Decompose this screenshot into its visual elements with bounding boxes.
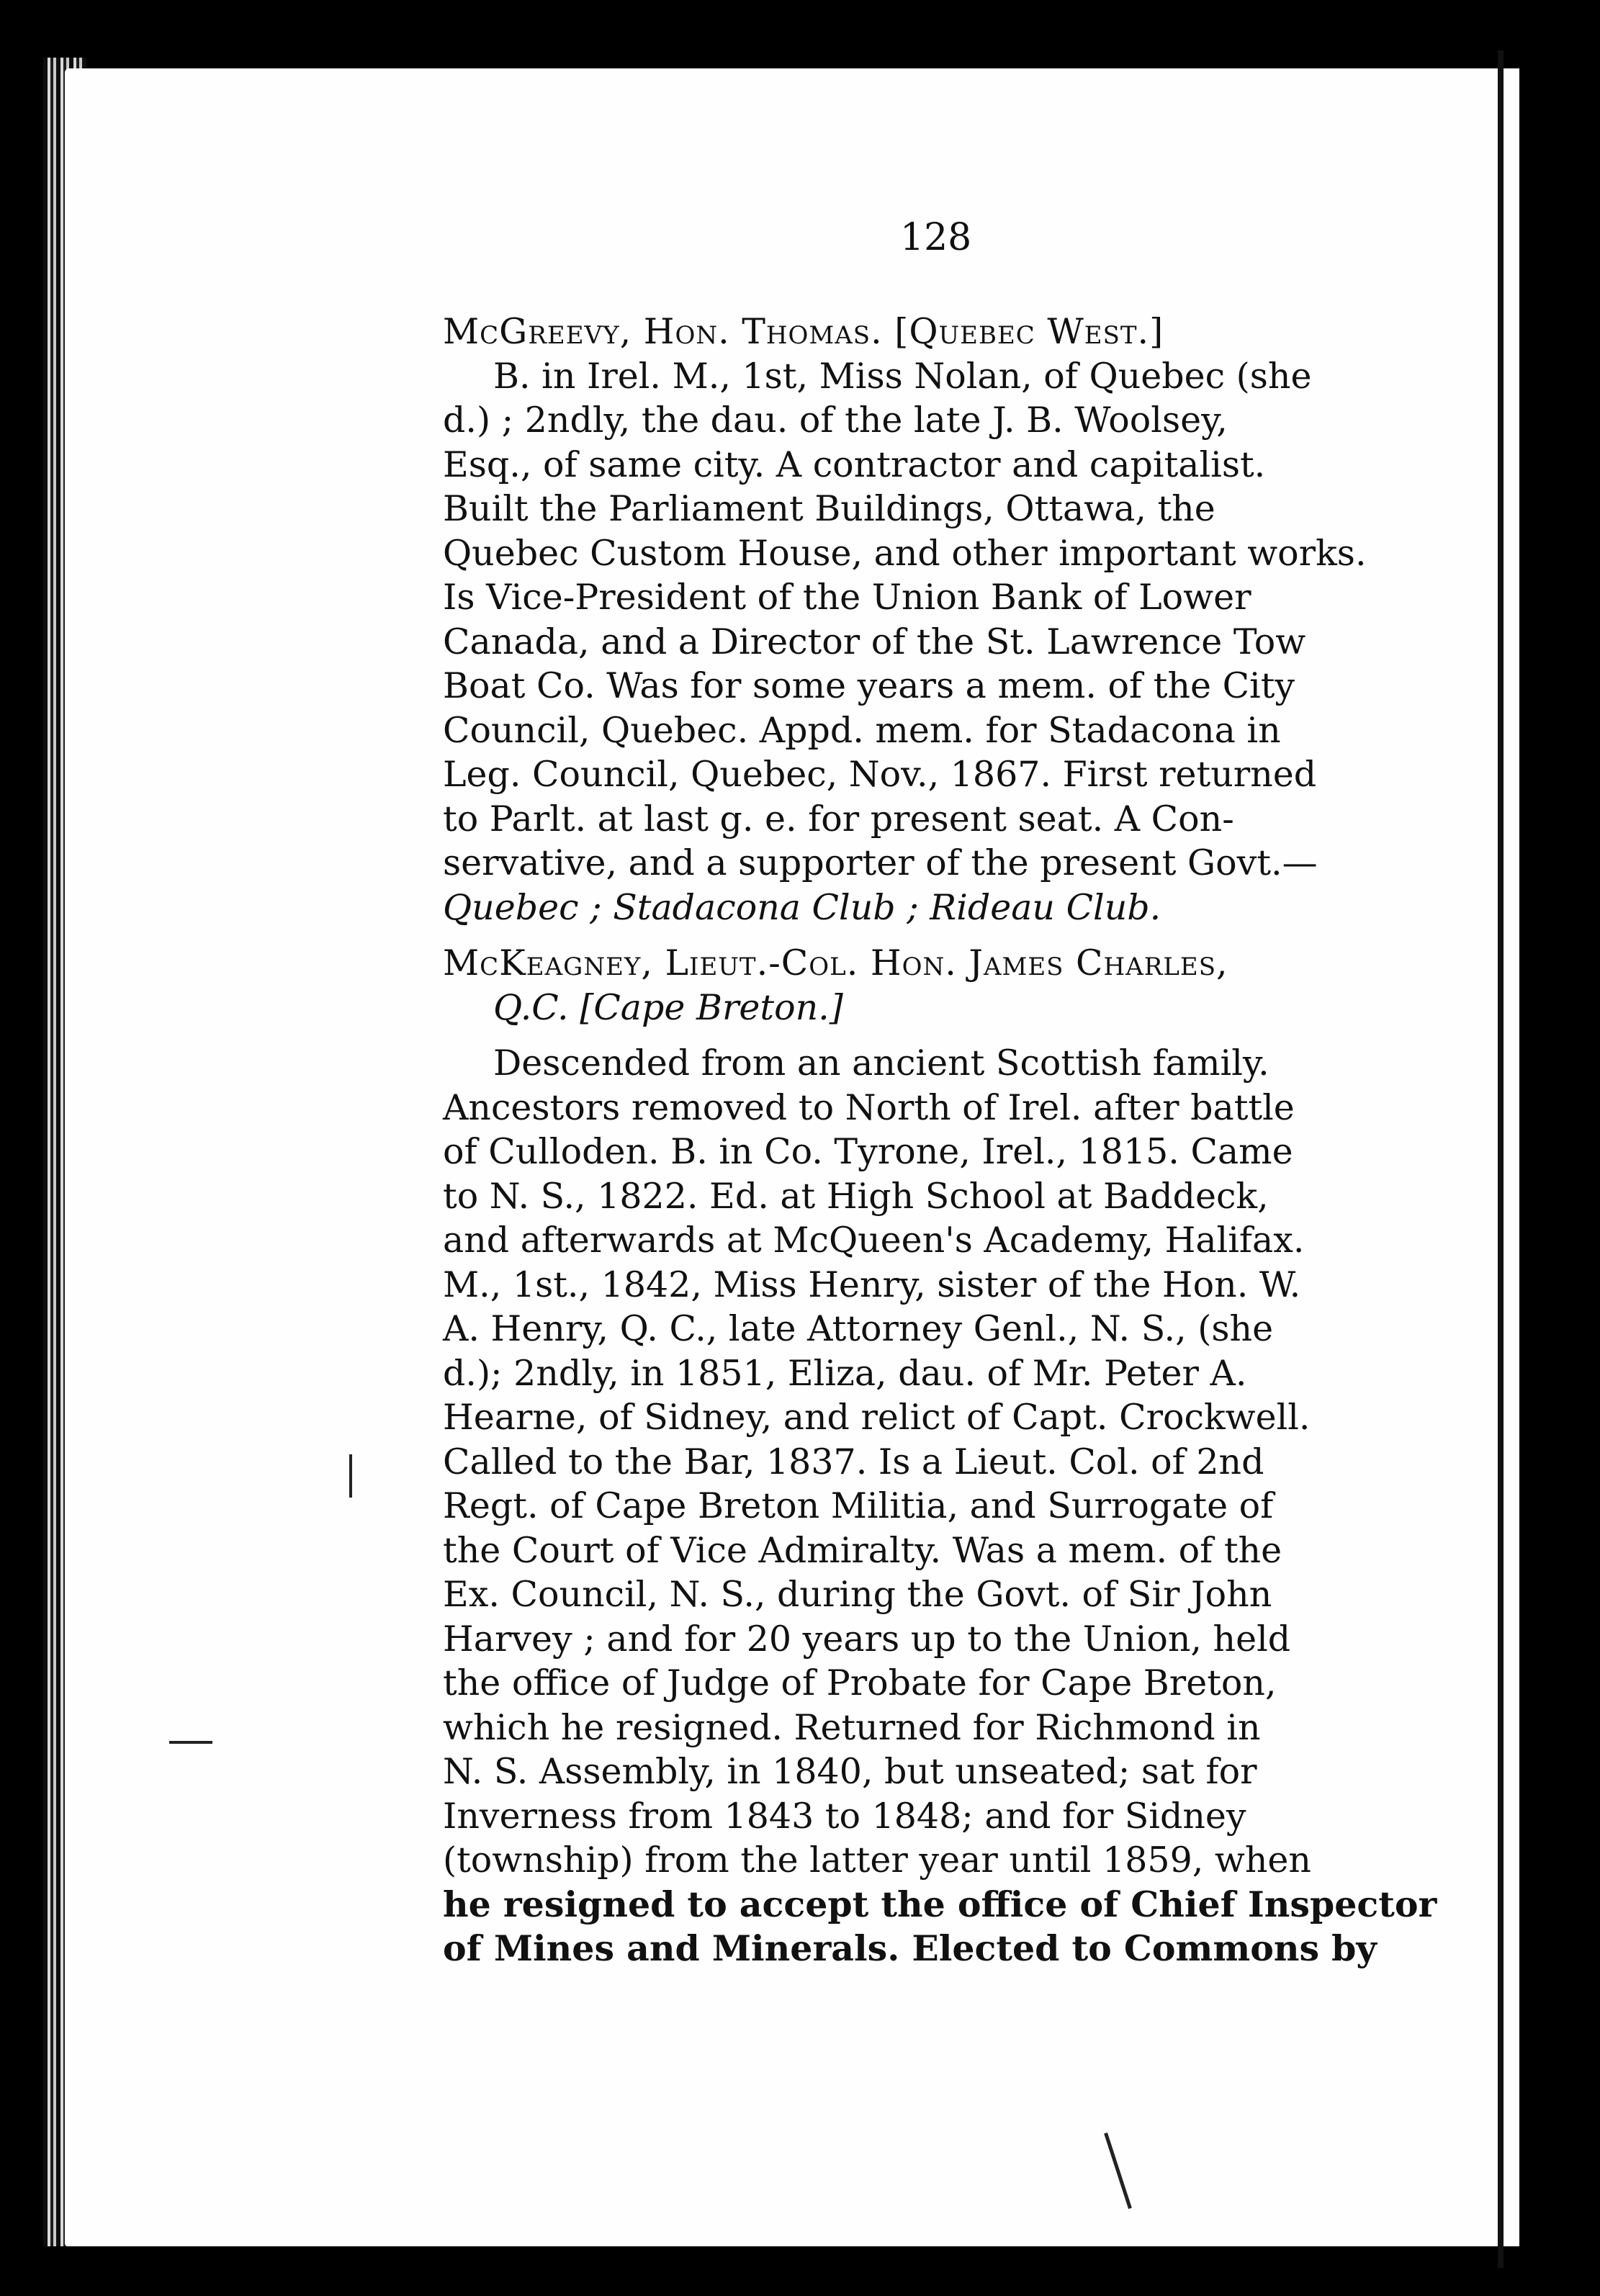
entry-heading-continued: [443, 986, 1451, 1030]
entry-line: Inverness from 1843 to 1848; and for Sidney: [443, 1795, 1246, 1837]
entry-heading-text: Q.C. [Cape Breton.]: [493, 986, 843, 1028]
entry-heading: [443, 941, 1451, 986]
entry-line: (township) from the latter year until 1859, when: [443, 1840, 1311, 1881]
page-right-shadow: [1519, 43, 1541, 2268]
entry-line: Council, Quebec. Appd. mem. for Stadacona in: [443, 709, 1281, 751]
page-number: 128: [900, 216, 972, 259]
entry-line: B. in Irel. M., 1st, Miss Nolan, of Quebec (she: [493, 355, 1312, 397]
entry-line: Hearne, of Sidney, and relict of Capt. Crockwell.: [443, 1397, 1311, 1438]
entry-line: and afterwards at McQueen's Academy, Halifax.: [443, 1220, 1305, 1261]
entry-line: M., 1st., 1842, Miss Henry, sister of the Hon. W.: [443, 1264, 1301, 1305]
entry-line: Called to the Bar, 1837. Is a Lieut. Col. of 2nd: [443, 1441, 1264, 1482]
entry-heading-text: McGreevy, Hon. Thomas. [Quebec West.]: [443, 311, 1164, 352]
entry-line: Is Vice-President of the Union Bank of Lower: [443, 577, 1251, 618]
entry-line: N. S. Assembly, in 1840, but unseated; sat for: [443, 1751, 1257, 1792]
entry-line: Ancestors removed to North of Irel. after battle: [443, 1086, 1295, 1128]
entry-line: d.); 2ndly, in 1851, Eliza, dau. of Mr. Peter A.: [443, 1352, 1247, 1394]
entry-line: Esq., of same city. A contractor and capitalist.: [443, 444, 1266, 485]
entry-line: Built the Parliament Buildings, Ottawa, the: [443, 488, 1215, 529]
entry-line: of Mines and Minerals. Elected to Commons by: [443, 1927, 1377, 1969]
entry-line: which he resigned. Returned for Richmond in: [443, 1706, 1261, 1748]
page-text: [443, 310, 1451, 1971]
entry-line: Quebec ; Stadacona Club ; Rideau Club.: [443, 886, 1161, 928]
entry-line: the Court of Vice Admiralty. Was a mem. of the: [443, 1529, 1282, 1571]
entry-line: to N. S., 1822. Ed. at High School at Baddeck,: [443, 1175, 1269, 1217]
entry-line: Ex. Council, N. S., during the Govt. of Sir John: [443, 1574, 1272, 1615]
entry-line: Leg. Council, Quebec, Nov., 1867. First returned: [443, 754, 1317, 795]
entry-heading-text: McKeagney, Lieut.-Col. Hon. James Charles,: [443, 942, 1228, 983]
entry-line: Boat Co. Was for some years a mem. of the City: [443, 665, 1295, 706]
entry-line: servative, and a supporter of the present Govt.—: [443, 842, 1318, 883]
entry-line: he resigned to accept the office of Chief Inspector: [443, 1883, 1437, 1925]
entry-heading: [443, 310, 1451, 354]
entry-line: Harvey ; and for 20 years up to the Union, held: [443, 1618, 1291, 1660]
entry-line: Canada, and a Director of the St. Lawrence Tow: [443, 621, 1306, 662]
entry-line: of Culloden. B. in Co. Tyrone, Irel., 1815. Came: [443, 1131, 1293, 1172]
entry-line: d.) ; 2ndly, the dau. of the late J. B. Woolsey,: [443, 400, 1228, 441]
page-edge-line: [1498, 50, 1504, 2268]
entry-line: Regt. of Cape Breton Militia, and Surrogate of: [443, 1485, 1274, 1526]
entry-line: Descended from an ancient Scottish family.: [493, 1043, 1269, 1084]
entry-line: A. Henry, Q. C., late Attorney Genl., N. S., (she: [443, 1308, 1274, 1349]
entry-line: to Parlt. at last g. e. for present seat. A Con-: [443, 798, 1234, 839]
stray-mark: [349, 1454, 352, 1498]
entry-line: Quebec Custom House, and other important works.: [443, 532, 1367, 574]
entry-line: the office of Judge of Probate for Cape Breton,: [443, 1662, 1277, 1703]
stray-mark: [169, 1741, 212, 1744]
